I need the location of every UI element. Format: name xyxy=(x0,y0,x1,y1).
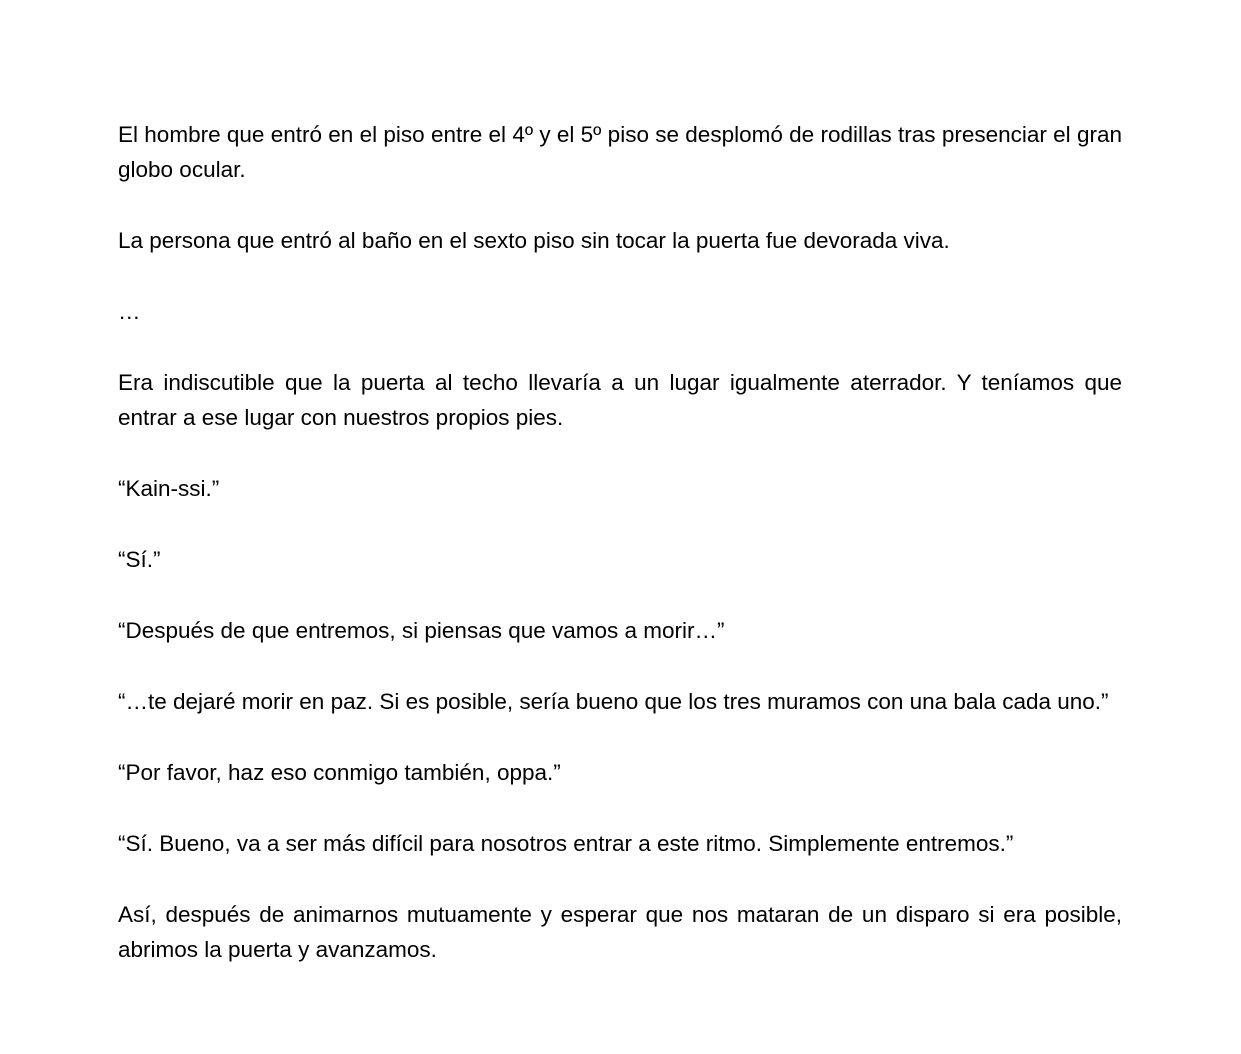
document-body xyxy=(118,117,1122,1003)
paragraph-1: El hombre que entró en el piso entre el 4º y el 5º piso se desplomó de rodillas tras presenciar el gran globo ocular. xyxy=(118,122,1122,182)
paragraph-6: “Sí.” xyxy=(118,547,161,572)
paragraph-9: “Por favor, haz eso conmigo también, oppa.” xyxy=(118,760,561,785)
paragraph-7: “Después de que entremos, si piensas que vamos a morir…” xyxy=(118,618,725,643)
paragraph-5: “Kain-ssi.” xyxy=(118,476,220,501)
paragraph-11: Así, después de animarnos mutuamente y esperar que nos mataran de un disparo si era posible, abrimos la puerta y avanzamos. xyxy=(118,902,1122,962)
paragraph-10: “Sí. Bueno, va a ser más difícil para nosotros entrar a este ritmo. Simplemente entremos.” xyxy=(118,831,1014,856)
paragraph-2: La persona que entró al baño en el sexto piso sin tocar la puerta fue devorada viva. xyxy=(118,228,950,253)
paragraph-3: … xyxy=(118,299,141,324)
paragraph-4: Era indiscutible que la puerta al techo llevaría a un lugar igualmente aterrador. Y teníamos que entrar a ese lugar con nuestros propios pies. xyxy=(118,370,1122,430)
paragraph-8: “…te dejaré morir en paz. Si es posible, sería bueno que los tres muramos con una bala cada uno.” xyxy=(118,689,1109,714)
